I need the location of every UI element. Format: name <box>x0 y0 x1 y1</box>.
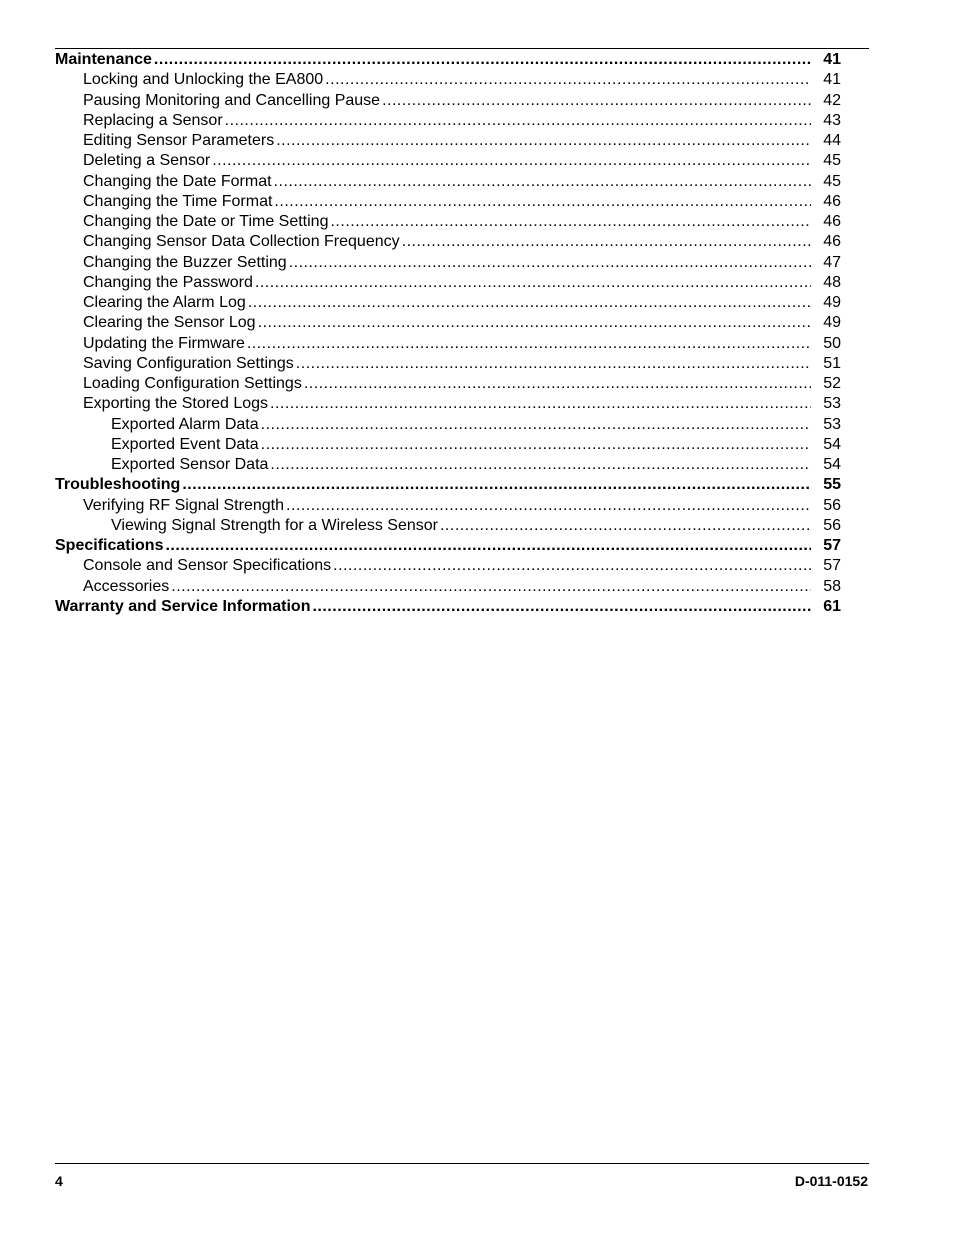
toc-entry-page[interactable]: 42 <box>823 91 841 109</box>
toc-dot-leader <box>270 455 811 475</box>
toc-entry[interactable] <box>55 597 841 617</box>
toc-dot-leader <box>247 334 811 354</box>
toc-entry[interactable] <box>55 577 841 597</box>
toc-entry[interactable] <box>55 435 841 455</box>
toc-dot-leader <box>440 516 811 536</box>
toc-entry[interactable] <box>55 394 841 414</box>
table-of-contents <box>55 50 841 617</box>
footer-page-number: 4 <box>55 1173 63 1189</box>
toc-dot-leader <box>286 496 811 516</box>
toc-entry-title[interactable]: Troubleshooting <box>55 476 181 494</box>
toc-entry[interactable] <box>55 131 841 151</box>
toc-entry-title[interactable]: Changing the Date or Time Setting <box>83 213 329 230</box>
toc-dot-leader <box>274 172 811 192</box>
toc-entry[interactable] <box>55 91 841 111</box>
toc-entry-page[interactable]: 47 <box>823 253 841 271</box>
toc-entry-page[interactable]: 58 <box>823 577 841 595</box>
toc-entry-title[interactable]: Verifying RF Signal Strength <box>83 496 284 514</box>
toc-dot-leader <box>165 536 811 556</box>
toc-entry-title[interactable]: Accessories <box>83 577 170 595</box>
toc-entry-title[interactable]: Clearing the Alarm Log <box>83 294 246 311</box>
toc-entry-title[interactable]: Changing the Buzzer Setting <box>83 253 287 271</box>
toc-dot-leader <box>330 212 811 232</box>
toc-entry[interactable] <box>55 50 841 70</box>
toc-entry[interactable] <box>55 232 841 252</box>
toc-entry[interactable] <box>55 374 841 394</box>
toc-dot-leader <box>296 354 811 374</box>
toc-entry[interactable] <box>55 516 841 536</box>
toc-entry-title[interactable]: Replacing a Sensor <box>83 111 223 129</box>
toc-dot-leader <box>255 273 811 293</box>
toc-entry[interactable] <box>55 556 841 576</box>
toc-entry-page[interactable]: 57 <box>823 537 841 554</box>
toc-entry-title[interactable]: Saving Configuration Settings <box>83 354 294 372</box>
toc-entry[interactable] <box>55 536 841 556</box>
toc-dot-leader <box>261 415 811 435</box>
toc-entry-title[interactable]: Exporting the Stored Logs <box>83 395 269 413</box>
toc-entry[interactable] <box>55 496 841 516</box>
toc-entry[interactable] <box>55 475 841 495</box>
toc-entry-page[interactable]: 45 <box>823 152 841 170</box>
footer-document-id: D-011-0152 <box>794 1173 868 1189</box>
toc-entry-title[interactable]: Exported Alarm Data <box>111 415 259 433</box>
toc-entry[interactable] <box>55 313 841 333</box>
toc-entry-page[interactable]: 48 <box>823 273 841 291</box>
toc-entry-title[interactable]: Warranty and Service Information <box>55 597 311 615</box>
toc-entry-page[interactable]: 56 <box>823 496 841 514</box>
toc-entry-page[interactable]: 53 <box>823 395 841 413</box>
toc-dot-leader <box>312 597 811 617</box>
toc-entry[interactable] <box>55 415 841 435</box>
toc-dot-leader <box>276 131 811 151</box>
toc-entry[interactable] <box>55 334 841 354</box>
toc-entry-page[interactable]: 53 <box>823 415 841 433</box>
toc-entry-page[interactable]: 49 <box>823 294 841 311</box>
toc-entry[interactable] <box>55 111 841 131</box>
toc-entry-title[interactable]: Exported Event Data <box>111 435 259 453</box>
toc-entry-page[interactable]: 45 <box>823 172 841 190</box>
toc-entry-title[interactable]: Clearing the Sensor Log <box>83 314 256 332</box>
header-rule <box>55 48 869 49</box>
toc-dot-leader <box>274 192 811 212</box>
toc-entry-page[interactable]: 46 <box>823 192 841 210</box>
toc-entry-page[interactable]: 44 <box>823 132 841 149</box>
toc-dot-leader <box>382 91 811 111</box>
toc-entry-page[interactable]: 43 <box>823 111 841 129</box>
toc-entry[interactable] <box>55 253 841 273</box>
toc-entry-page[interactable]: 57 <box>823 557 841 575</box>
footer-rule <box>55 1163 869 1164</box>
toc-dot-leader <box>325 70 811 90</box>
toc-entry-page[interactable]: 41 <box>823 51 841 68</box>
toc-dot-leader <box>225 111 811 131</box>
toc-entry-title[interactable]: Updating the Firmware <box>83 334 245 352</box>
toc-entry[interactable] <box>55 455 841 475</box>
toc-dot-leader <box>248 293 811 313</box>
toc-entry[interactable] <box>55 192 841 212</box>
toc-dot-leader <box>212 151 811 171</box>
toc-entry-title[interactable]: Console and Sensor Specifications <box>83 557 332 575</box>
toc-entry[interactable] <box>55 151 841 171</box>
toc-entry-page[interactable]: 46 <box>823 213 841 230</box>
toc-entry-title[interactable]: Changing Sensor Data Collection Frequency <box>83 233 400 251</box>
toc-entry-page[interactable]: 49 <box>823 314 841 332</box>
toc-entry[interactable] <box>55 70 841 90</box>
toc-dot-leader <box>258 313 811 333</box>
toc-entry[interactable] <box>55 293 841 313</box>
toc-entry-title[interactable]: Specifications <box>55 537 164 554</box>
toc-entry-title[interactable]: Loading Configuration Settings <box>83 375 302 392</box>
toc-entry-title[interactable]: Changing the Date Format <box>83 172 272 190</box>
toc-entry-page[interactable]: 56 <box>823 516 841 534</box>
toc-entry-page[interactable]: 54 <box>823 435 841 453</box>
toc-entry-title[interactable]: Viewing Signal Strength for a Wireless Sensor <box>111 516 438 534</box>
toc-entry-title[interactable]: Locking and Unlocking the EA800 <box>83 71 324 89</box>
toc-entry-page[interactable]: 46 <box>823 233 841 251</box>
toc-entry-title[interactable]: Changing the Password <box>83 273 253 291</box>
toc-entry-page[interactable]: 54 <box>823 456 841 473</box>
toc-dot-leader <box>261 435 811 455</box>
toc-entry-title[interactable]: Editing Sensor Parameters <box>83 132 275 149</box>
toc-entry[interactable] <box>55 354 841 374</box>
toc-entry-title[interactable]: Maintenance <box>55 51 152 68</box>
toc-dot-leader <box>182 475 811 495</box>
toc-entry-page[interactable]: 52 <box>823 375 841 392</box>
toc-dot-leader <box>154 50 811 70</box>
toc-entry-title[interactable]: Exported Sensor Data <box>111 456 269 473</box>
toc-entry-title[interactable]: Pausing Monitoring and Cancelling Pause <box>83 91 381 109</box>
toc-entry-title[interactable]: Deleting a Sensor <box>83 152 211 170</box>
toc-entry-title[interactable]: Changing the Time Format <box>83 192 273 210</box>
toc-dot-leader <box>289 253 811 273</box>
toc-dot-leader <box>402 232 811 252</box>
toc-entry-page[interactable]: 55 <box>823 476 841 494</box>
toc-dot-leader <box>270 394 811 414</box>
toc-dot-leader <box>333 556 811 576</box>
toc-entry[interactable] <box>55 172 841 192</box>
toc-entry-page[interactable]: 61 <box>823 597 841 615</box>
toc-entry-page[interactable]: 50 <box>823 334 841 352</box>
toc-entry-page[interactable]: 41 <box>823 71 841 89</box>
toc-dot-leader <box>304 374 811 394</box>
toc-entry[interactable] <box>55 212 841 232</box>
toc-entry[interactable] <box>55 273 841 293</box>
toc-dot-leader <box>171 577 811 597</box>
toc-entry-page[interactable]: 51 <box>823 354 841 372</box>
